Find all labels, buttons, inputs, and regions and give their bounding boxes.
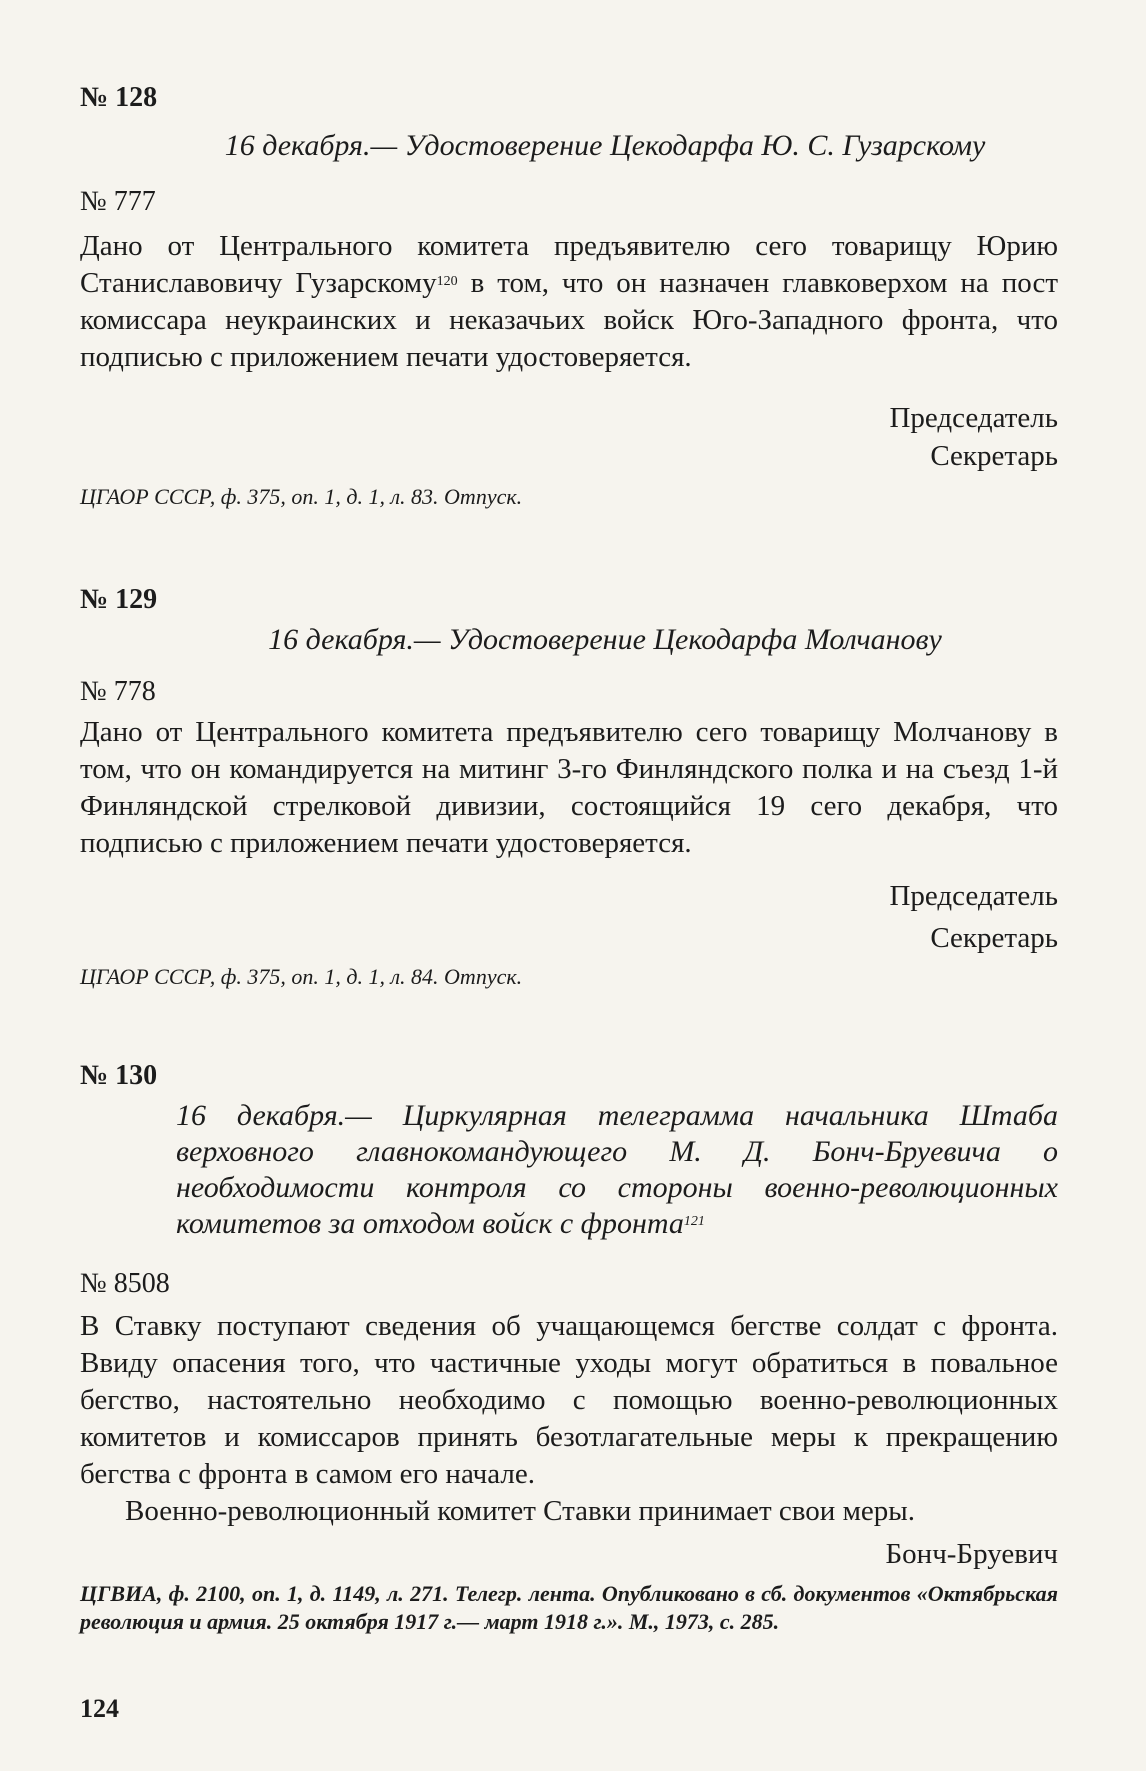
doc-129-heading: 16 декабря.— Удостоверение Цекодарфа Молчанову bbox=[268, 623, 942, 656]
doc-128-body-text-cont: в том, что он назначен главковерхом на пост комиссара неукраинских и неказачьих войск Юго-Западного фронта, что подписью с приложением печати удостоверяется. bbox=[80, 267, 1058, 373]
doc-130-number: № 130 bbox=[80, 1060, 158, 1091]
doc-128-heading: 16 декабря.— Удостоверение Цекодарфа Ю. С. Гузарскому bbox=[224, 129, 986, 162]
doc-130-heading bbox=[176, 1098, 1058, 1242]
doc-130-archive-ref: ЦГВИА, ф. 2100, оп. 1, д. 1149, л. 271. Телегр. лента. Опубликовано в сб. документов «Октябрьская революция и армия. 25 октября 1917 г.— март 1918 г.». М., 1973, с. 285. bbox=[80, 1581, 1058, 1634]
doc-130-body bbox=[80, 1308, 1058, 1530]
doc-130-body-paragraph: В Ставку поступают сведения об учащающемся бегстве солдат с фронта. Ввиду опасения того, что частичные уходы могут обратиться в повальное бегство, настоятельно необходимо с помощью военно-революционных комитетов и комиссаров принять безотлагательные меры к прекращению бегства с фронта в самом его начале. bbox=[80, 1310, 1058, 1490]
doc-128-reg-number: № 777 bbox=[80, 186, 156, 217]
doc-128-signature-secretary: Секретарь bbox=[930, 440, 1058, 472]
doc-130-reg-number: № 8508 bbox=[80, 1268, 170, 1299]
doc-129-number: № 129 bbox=[80, 584, 158, 615]
doc-128-body bbox=[80, 228, 1058, 376]
doc-128-archive-ref: ЦГАОР СССР, ф. 375, оп. 1, д. 1, л. 83. Отпуск. bbox=[80, 484, 523, 509]
doc-129-body: Дано от Центрального комитета предъявителю сего товарищу Молчанову в том, что он командируется на митинг 3-го Финляндского полка и на съезд 1-й Финляндской стрелковой дивизии, состоящийся 19 сего декабря, что подписью с приложением печати удостоверяется. bbox=[80, 716, 1058, 859]
doc-128-body-text: Дано от Центрального комитета предъявителю сего товарищу Юрию Станиславовичу Гузарскому bbox=[80, 230, 1058, 299]
footnote-ref: 121 bbox=[683, 1214, 705, 1229]
doc-129-signature-secretary: Секретарь bbox=[930, 922, 1058, 954]
doc-128-signature-chairman: Председатель bbox=[889, 402, 1058, 434]
doc-130-body-paragraph-2: Военно-революционный комитет Ставки принимает свои меры. bbox=[125, 1495, 916, 1527]
page-number: 124 bbox=[80, 1694, 119, 1723]
doc-129-archive-ref: ЦГАОР СССР, ф. 375, оп. 1, д. 1, л. 84. Отпуск. bbox=[80, 964, 523, 989]
doc-129-reg-number: № 778 bbox=[80, 676, 156, 707]
doc-128-number: № 128 bbox=[80, 82, 158, 113]
footnote-ref: 120 bbox=[436, 274, 458, 289]
doc-129-signature-chairman: Председатель bbox=[889, 880, 1058, 912]
doc-130-signature: Бонч-Бруевич bbox=[885, 1538, 1058, 1570]
doc-130-heading-text: 16 декабря.— Циркулярная телеграмма начальника Штаба верховного главнокомандующего М. Д. Бонч-Бруевича о необходимости контроля со стороны военно-революционных комитетов за отходом войск с фронта bbox=[176, 1099, 1058, 1240]
